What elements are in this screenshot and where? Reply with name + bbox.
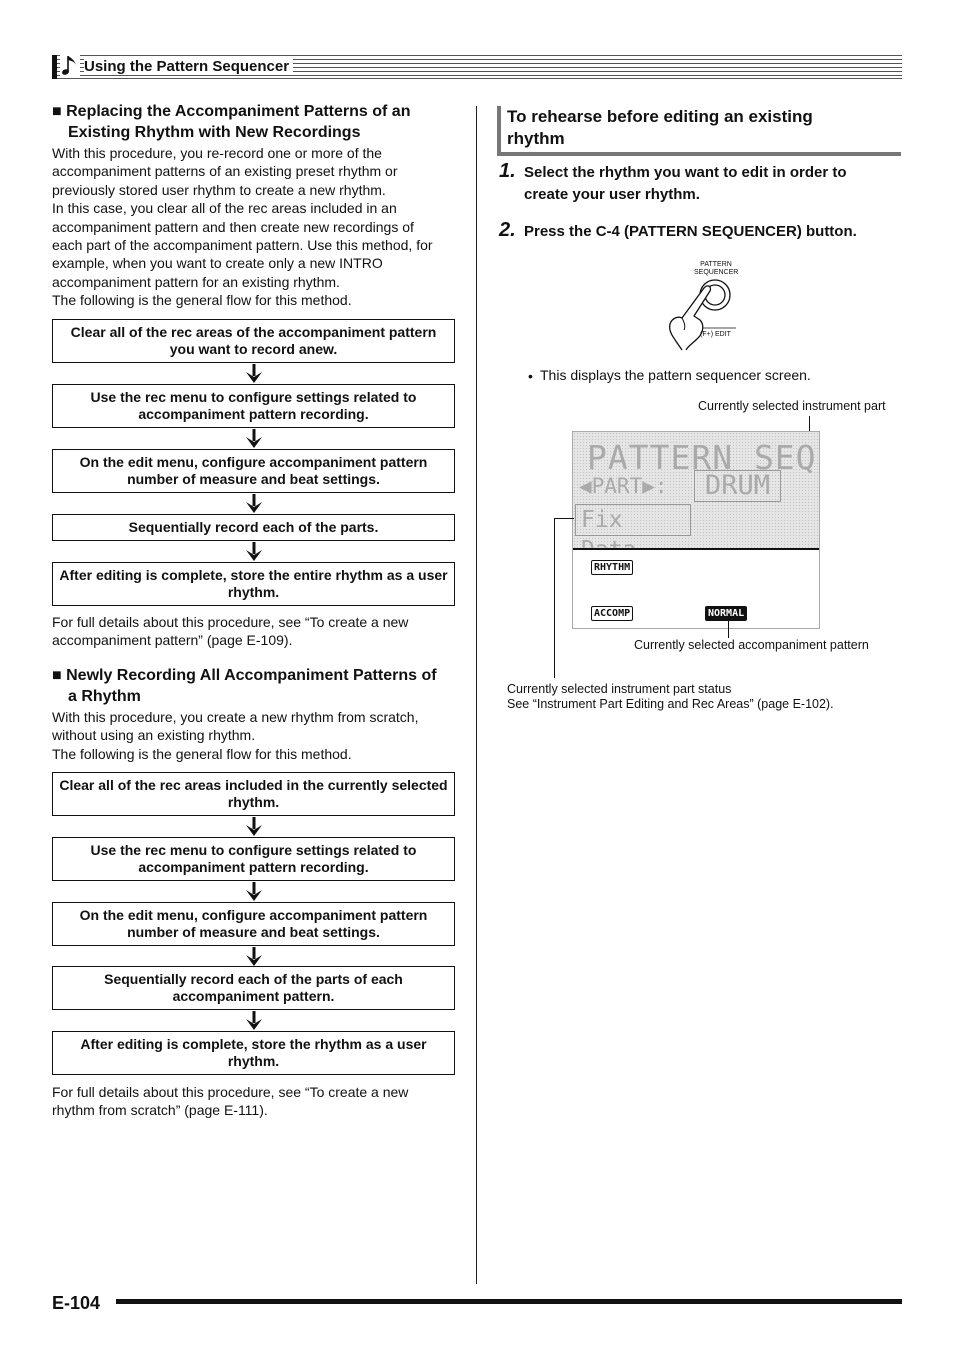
- down-arrow-icon: [244, 947, 264, 967]
- body-line: previously stored user rhythm to create a new rhythm.: [52, 181, 386, 198]
- callout-status: [507, 682, 834, 712]
- callout-line-text: See “Instrument Part Editing and Rec Areas” (page E-102).: [507, 697, 834, 711]
- section1-body: [52, 144, 433, 310]
- flow2-step3: On the edit menu, configure accompaniment pattern number of measure and beat settings.: [52, 902, 455, 946]
- header-bar: [52, 55, 57, 79]
- callout-line: [728, 621, 729, 638]
- flow1-step2: Use the rec menu to configure settings related to accompaniment pattern recording.: [52, 384, 455, 428]
- body-line: The following is the general flow for this method.: [52, 745, 352, 762]
- finger-press-icon: [660, 276, 740, 352]
- body-line: accompaniment pattern and then create new recordings of: [52, 218, 414, 235]
- callout-line: [554, 518, 574, 519]
- bullet-dot: •: [528, 368, 533, 384]
- music-note-icon: [60, 52, 80, 78]
- bullet-text: This displays the pattern sequencer screen.: [540, 367, 811, 383]
- callout-line: [554, 518, 555, 678]
- body-line: In this case, you clear all of the rec areas included in an: [52, 200, 397, 217]
- lcd-title: PATTERN SEQ: [587, 438, 817, 477]
- flow1-step1: Clear all of the rec areas of the accompaniment pattern you want to record anew.: [52, 319, 455, 363]
- body-line: rhythm from scratch” (page E-111).: [52, 1102, 268, 1119]
- lcd-screen: [572, 431, 820, 629]
- heading-line: rhythm: [507, 129, 565, 148]
- down-arrow-icon: [244, 364, 264, 384]
- right-heading-text: [507, 106, 813, 150]
- column-divider: [476, 106, 477, 1284]
- body-line: For full details about this procedure, see “To create a new: [52, 614, 409, 630]
- right-heading: [497, 106, 901, 156]
- step1-number: 1.: [499, 160, 516, 182]
- body-line: With this procedure, you re-record one or more of the: [52, 145, 382, 161]
- button-label: [694, 261, 738, 277]
- footer-rule: [116, 1299, 902, 1304]
- button-label-line: SEQUENCER: [694, 269, 739, 276]
- body-line: accompaniment pattern” (page E-109).: [52, 632, 293, 649]
- flow1-step4: Sequentially record each of the parts.: [52, 514, 455, 541]
- down-arrow-icon: [244, 882, 264, 902]
- flow2-step2: Use the rec menu to configure settings related to accompaniment pattern recording.: [52, 837, 455, 881]
- section2-footer: [52, 1083, 408, 1120]
- body-line: For full details about this procedure, see “To create a new: [52, 1084, 409, 1100]
- section2-body: [52, 708, 418, 763]
- heading-line: To rehearse before editing an existing: [507, 107, 813, 126]
- lcd-part-value: DRUM: [694, 470, 781, 502]
- flow2-step4: Sequentially record each of the parts of each accompaniment pattern.: [52, 966, 455, 1010]
- flow1-step3: On the edit menu, configure accompaniment pattern number of measure and beat settings.: [52, 449, 455, 493]
- step-line: create your user rhythm.: [524, 186, 700, 203]
- step2-text: Press the C-4 (PATTERN SEQUENCER) button.: [524, 223, 857, 240]
- body-line: example, when you want to create only a new INTRO: [52, 255, 383, 272]
- header-title: Using the Pattern Sequencer: [84, 58, 293, 75]
- step1-text: [524, 162, 847, 206]
- lcd-part-label: ◀PART▶:: [579, 474, 668, 498]
- callout-part: Currently selected instrument part: [698, 399, 886, 413]
- section1-title-line2: Existing Rhythm with New Recordings: [68, 124, 361, 141]
- body-line: each part of the accompaniment pattern. Use this method, for: [52, 237, 433, 254]
- body-line: With this procedure, you create a new rhythm from scratch,: [52, 709, 419, 725]
- body-line: without using an existing rhythm.: [52, 727, 256, 744]
- body-line: The following is the general flow for this method.: [52, 292, 352, 309]
- step-line: Select the rhythm you want to edit in order to: [524, 164, 847, 181]
- section1-footer: [52, 613, 408, 650]
- section2-title-line1: ■ Newly Recording All Accompaniment Patterns of: [52, 667, 437, 684]
- down-arrow-icon: [244, 817, 264, 837]
- lcd-normal-tag: NORMAL: [705, 606, 747, 621]
- down-arrow-icon: [244, 1011, 264, 1031]
- lcd-accomp-tag: ACCOMP: [591, 606, 633, 621]
- body-line: accompaniment pattern for an existing rhythm.: [52, 273, 340, 290]
- lcd-status: Fix: [575, 504, 691, 536]
- button-label-line: PATTERN: [700, 261, 732, 268]
- section1-title-line1: ■ Replacing the Accompaniment Patterns of an: [52, 103, 411, 120]
- lcd-rhythm-tag: RHYTHM: [591, 560, 633, 575]
- down-arrow-icon: [244, 494, 264, 514]
- body-line: accompaniment patterns of an existing preset rhythm or: [52, 163, 398, 180]
- down-arrow-icon: [244, 429, 264, 449]
- button-sub-label: (F+) EDIT: [700, 331, 731, 338]
- callout-pattern: Currently selected accompaniment pattern: [634, 638, 869, 652]
- flow1-step5: After editing is complete, store the entire rhythm as a user rhythm.: [52, 562, 455, 606]
- callout-line-text: Currently selected instrument part status: [507, 682, 732, 696]
- section2-title-line2: a Rhythm: [68, 688, 141, 705]
- step2-number: 2.: [499, 219, 516, 241]
- flow2-step1: Clear all of the rec areas included in the currently selected rhythm.: [52, 772, 455, 816]
- flow2-step5: After editing is complete, store the rhythm as a user rhythm.: [52, 1031, 455, 1075]
- page-number: E-104: [52, 1293, 101, 1313]
- down-arrow-icon: [244, 542, 264, 562]
